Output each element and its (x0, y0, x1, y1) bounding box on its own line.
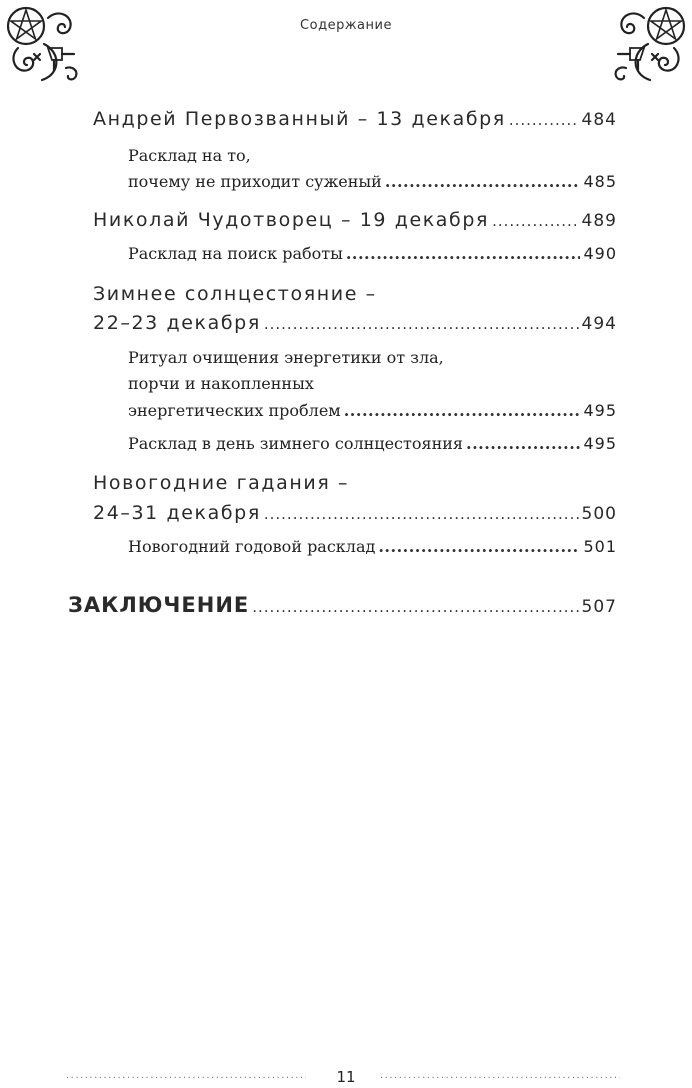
toc-page-number: 507 (581, 597, 617, 617)
toc-subentry-line: Ритуал очищения энергетики от зла, (128, 348, 444, 367)
toc-page-number: 484 (581, 110, 617, 130)
toc-entry-line: Новогодние гадания – (93, 472, 350, 494)
toc-entry-title: Новогодний годовой расклад (128, 537, 376, 556)
toc-entry-title: Расклад в день зимнего солнцестояния (128, 434, 463, 453)
toc-subentry[interactable] (128, 434, 617, 453)
toc-section-conclusion[interactable] (68, 593, 617, 617)
toc-entry-title: Расклад на поиск работы (128, 244, 343, 263)
dot-leader (264, 505, 579, 523)
pentagram-spiral-ornament-icon (4, 4, 88, 88)
toc-subentry[interactable] (128, 537, 617, 556)
toc-entry-title: почему не приходит суженый (128, 172, 382, 191)
toc-entry[interactable] (93, 502, 617, 524)
dot-leader (344, 401, 581, 420)
toc-page-number: 490 (583, 244, 617, 263)
running-header-title: Содержание (300, 18, 392, 33)
toc-subentry-line: Расклад на то, (128, 146, 251, 165)
toc-page-number: 495 (583, 434, 617, 453)
toc-entry-title: 22–23 декабря (93, 312, 261, 334)
toc-entry-title: Николай Чудотворец – 19 декабря (93, 209, 490, 231)
dot-leader (346, 244, 581, 263)
toc-subentry[interactable] (128, 244, 617, 263)
dot-leader (385, 172, 581, 191)
toc-page-number: 485 (583, 172, 617, 191)
footer-dot-rule (380, 1070, 620, 1081)
toc-entry[interactable] (93, 108, 617, 130)
toc-entry-title: энергетических проблем (128, 401, 341, 420)
toc-entry-title: ЗАКЛЮЧЕНИЕ (68, 593, 250, 617)
page-number: 11 (336, 1068, 356, 1086)
dot-leader (252, 598, 578, 616)
toc-page-number: 500 (581, 504, 617, 524)
dot-leader (509, 111, 579, 129)
dot-leader (264, 315, 579, 333)
toc-page-number: 489 (581, 211, 617, 231)
dot-leader (492, 212, 578, 230)
toc-entry-title: Андрей Первозванный – 13 декабря (93, 108, 506, 130)
toc-page-number: 495 (583, 401, 617, 420)
page-footer (0, 1068, 692, 1088)
dot-leader (378, 537, 580, 556)
toc-subentry-line: порчи и накопленных (128, 374, 314, 393)
toc-entry-title: 24–31 декабря (93, 502, 261, 524)
toc-subentry[interactable] (128, 401, 617, 420)
pentagram-spiral-ornament-icon (604, 4, 688, 88)
dot-leader (466, 434, 580, 453)
toc-page-number: 494 (581, 314, 617, 334)
toc-subentry[interactable] (128, 172, 617, 191)
toc-page-number: 501 (583, 537, 617, 556)
toc-entry[interactable] (93, 312, 617, 334)
toc-entry[interactable] (93, 209, 617, 231)
toc-entry-line: Зимнее солнцестояние – (93, 283, 377, 305)
